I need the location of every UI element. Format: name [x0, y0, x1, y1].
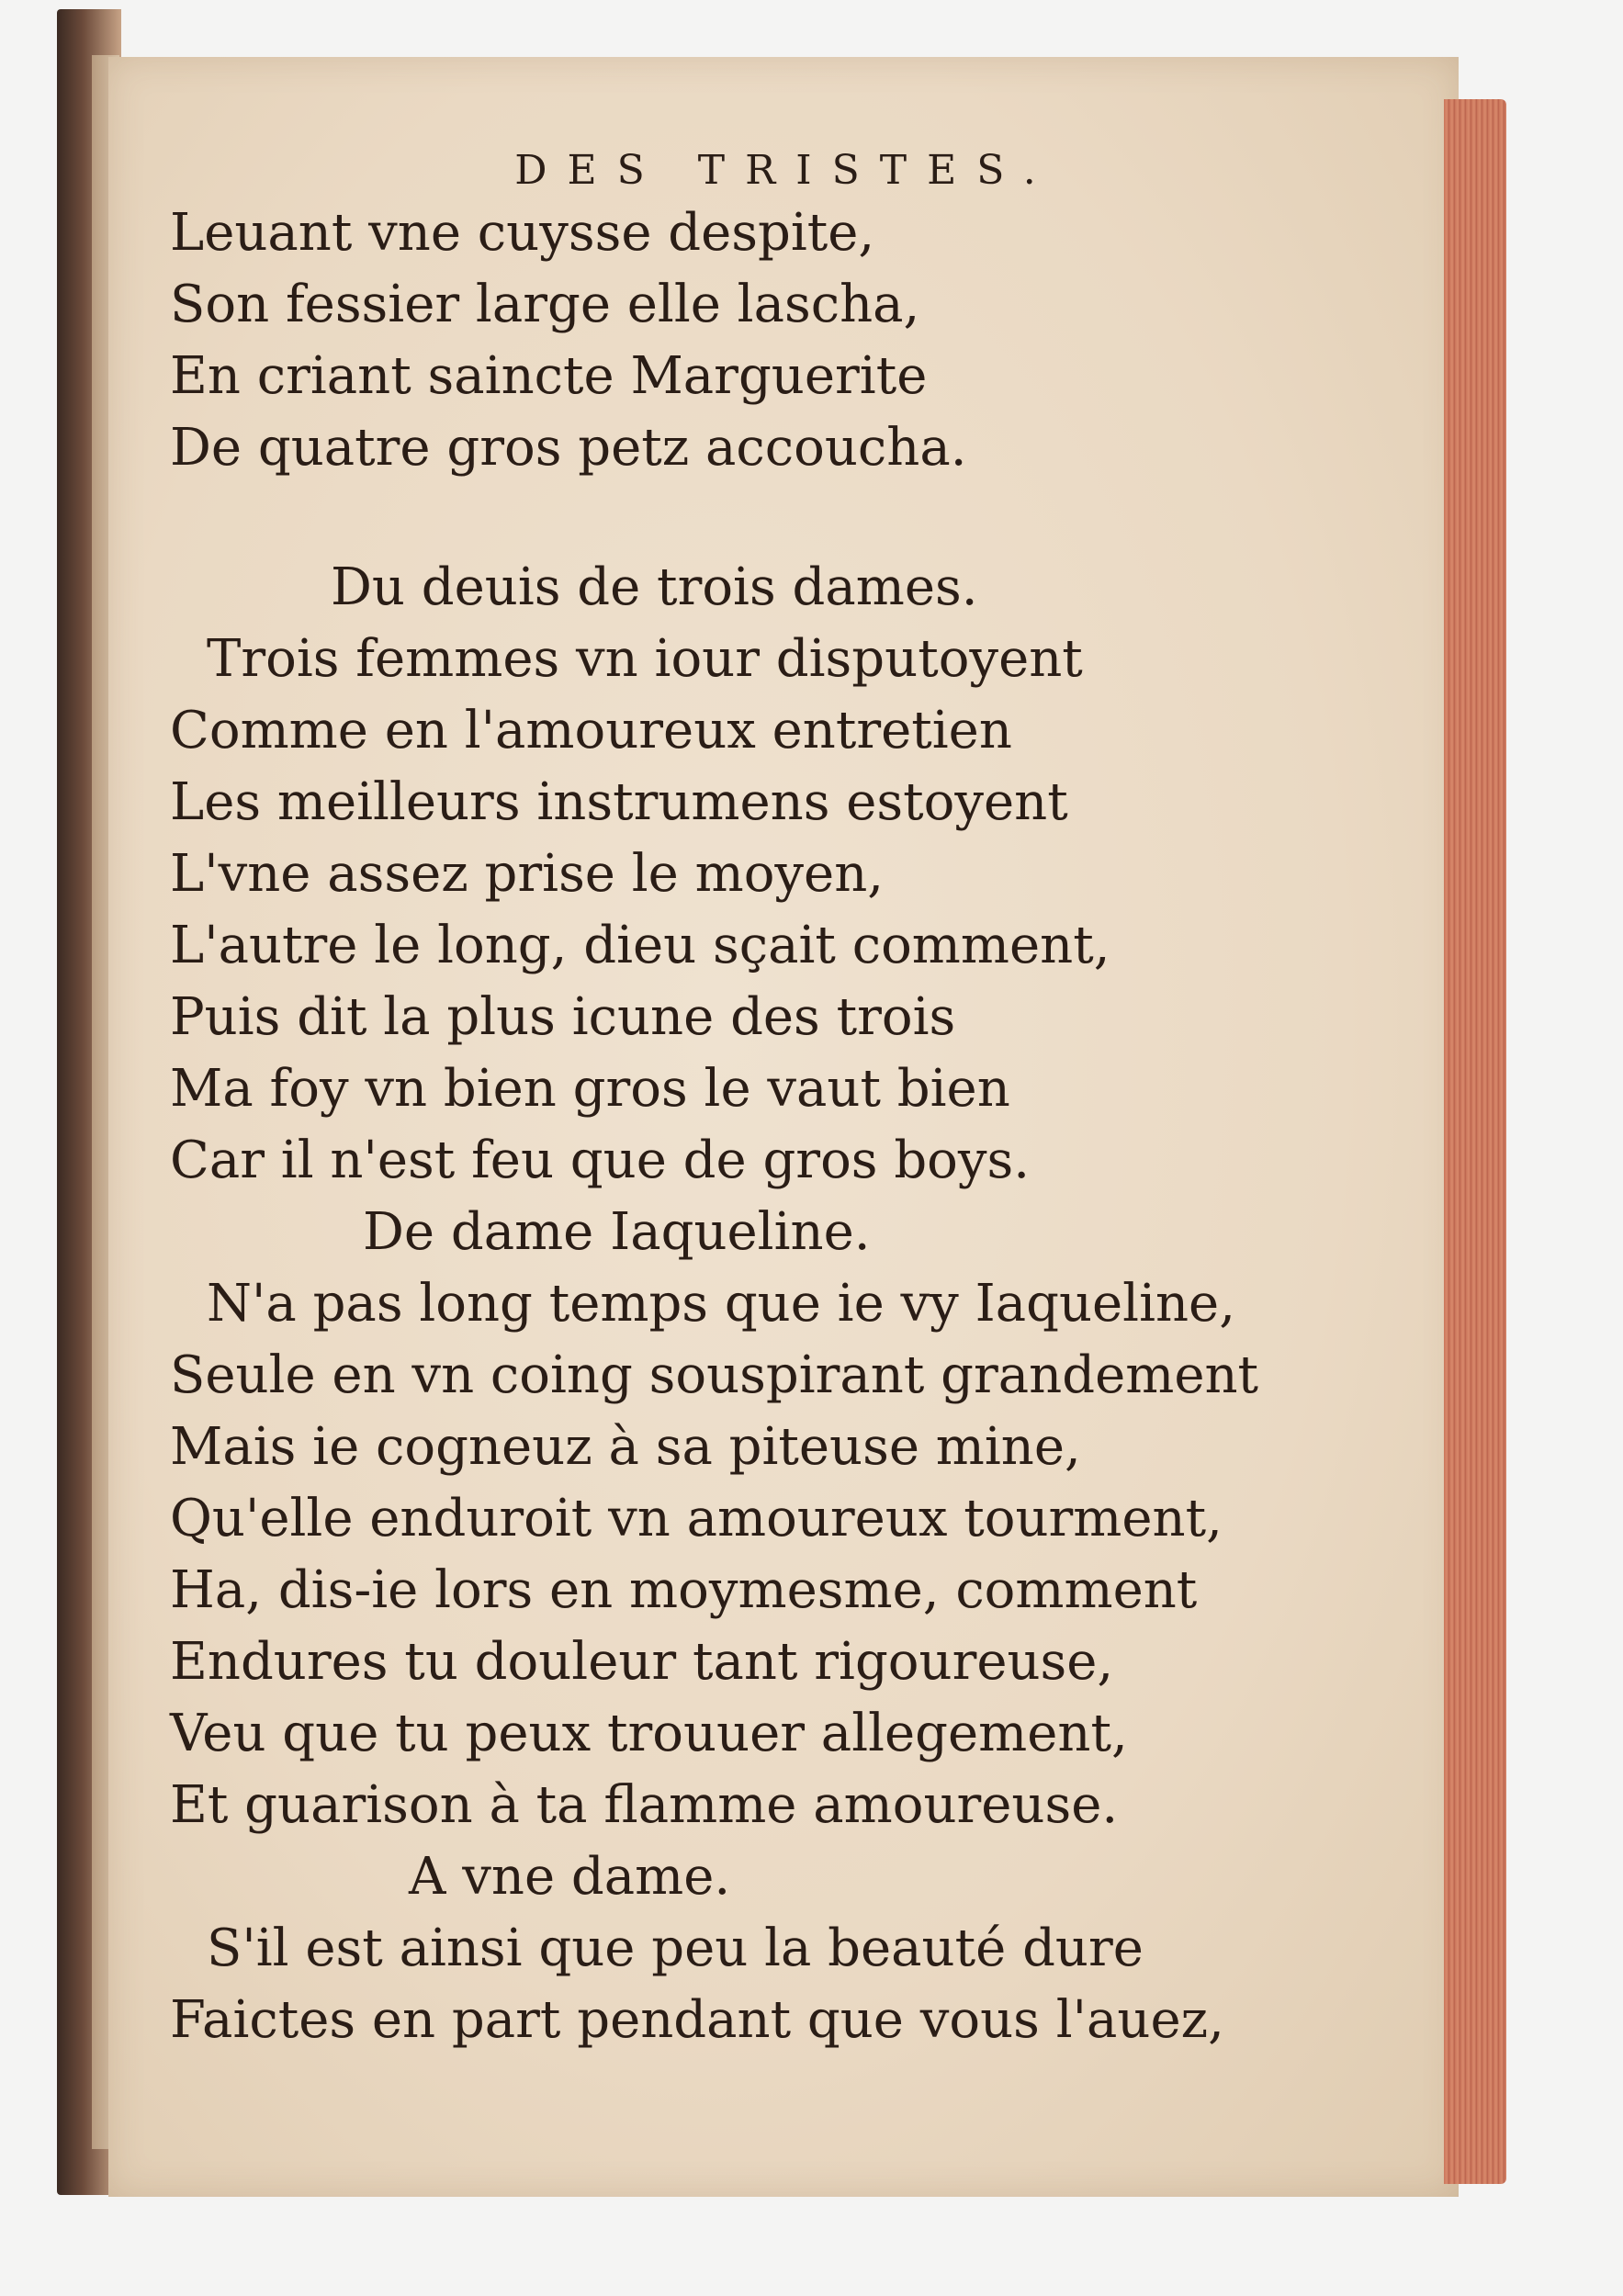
verse-line: S'il est ainsi que peu la beauté dure [207, 1919, 1144, 1978]
stanza-1 [170, 197, 1346, 484]
poem-title: De dame Iaqueline. [363, 1202, 871, 1262]
verse-line: Ha, dis-ie lors en moymesme, comment [170, 1560, 1198, 1620]
running-header: DES TRISTES. [514, 147, 1056, 194]
poem-dame-iaqueline [170, 1197, 1346, 1841]
verse-line: Seule en vn coing souspirant grandement [170, 1345, 1259, 1405]
verse-line: Ma foy vn bien gros le vaut bien [170, 1059, 1010, 1119]
page-edges [1444, 99, 1506, 2184]
verse-line: Faictes en part pendant que vous l'auez, [170, 1990, 1224, 2050]
verse-line: Qu'elle enduroit vn amoureux tourment, [170, 1489, 1223, 1548]
poem-title: Du deuis de trois dames. [331, 557, 978, 617]
verse-line: L'autre le long, dieu sçait comment, [170, 916, 1110, 975]
verse-line: L'vne assez prise le moyen, [170, 844, 885, 904]
verse-line: Puis dit la plus icune des trois [170, 987, 956, 1047]
poem-a-vne-dame [170, 1841, 1346, 2056]
verse-line: Endures tu douleur tant rigoureuse, [170, 1632, 1114, 1692]
verse-line: De quatre gros petz accoucha. [170, 418, 967, 478]
verse-line: Et guarison à ta flamme amoureuse. [170, 1775, 1119, 1835]
verse-line: En criant saincte Marguerite [170, 346, 928, 406]
page-text [170, 147, 1346, 2056]
verse-line: N'a pas long temps que ie vy Iaqueline, [207, 1274, 1235, 1334]
verse-line: Car il n'est feu que de gros boys. [170, 1131, 1031, 1190]
verse-line: Trois femmes vn iour disputoyent [207, 629, 1083, 689]
poem-deuis-trois-dames [170, 552, 1346, 1197]
verse-line: Comme en l'amoureux entretien [170, 701, 1012, 760]
verse-line: Son fessier large elle lascha, [170, 275, 920, 334]
verse-line: Mais ie cogneuz à sa piteuse mine, [170, 1417, 1081, 1477]
poem-title: A vne dame. [409, 1847, 731, 1907]
verse-line: Leuant vne cuysse despite, [170, 203, 875, 263]
verse-line: Les meilleurs instrumens estoyent [170, 772, 1068, 832]
verse-line: Veu que tu peux trouuer allegement, [170, 1704, 1128, 1763]
